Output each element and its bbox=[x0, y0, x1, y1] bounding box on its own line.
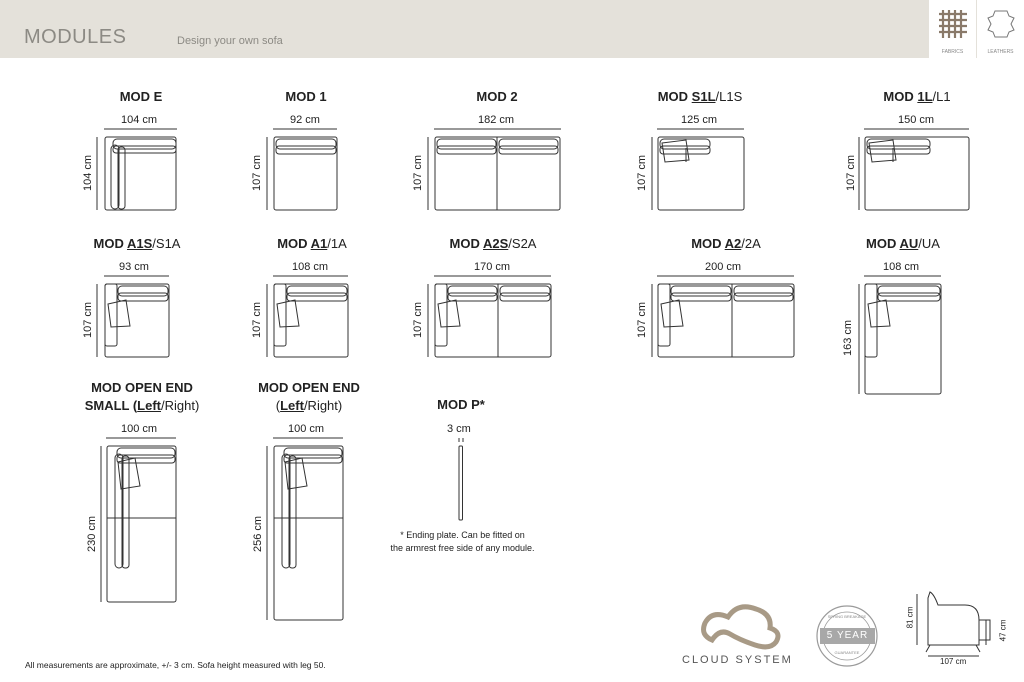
mod-p-note-line-2: the armrest free side of any module. bbox=[390, 543, 535, 553]
mod-a1-title-part: /1A bbox=[327, 236, 347, 251]
mod-a2s-title-part: A2S bbox=[482, 236, 509, 251]
mod-oe-title-part: MOD OPEN END bbox=[258, 380, 360, 395]
mod-1-width: 92 cm bbox=[290, 114, 320, 126]
mod-s1l-width: 125 cm bbox=[681, 114, 718, 126]
mod-1l-width: 150 cm bbox=[898, 114, 935, 126]
mod-a1s-plan bbox=[105, 284, 169, 357]
mod-oes-width: 100 cm bbox=[121, 423, 158, 435]
mod-p-width: 3 cm bbox=[447, 423, 471, 435]
mod-oes-title-part: /Right) bbox=[161, 398, 200, 413]
mod-a1s-title-part: A1S bbox=[126, 236, 153, 251]
mod-e-title-part: MOD E bbox=[119, 89, 163, 104]
mod-oe-depth: 256 cm bbox=[252, 515, 264, 553]
mod-1l-depth: 107 cm bbox=[845, 154, 857, 192]
seal-top-text: SPRING BREAKAGE bbox=[827, 614, 867, 619]
mod-s1l-title-part: /L1S bbox=[715, 89, 743, 104]
side-depth: 107 cm bbox=[940, 657, 967, 666]
mod-a1-title-part: MOD bbox=[277, 236, 311, 251]
mod-1l-title-part: MOD bbox=[883, 89, 918, 104]
side-seat-height: 47 cm bbox=[998, 619, 1008, 642]
mod-1l-plan bbox=[865, 137, 969, 210]
mod-s1l-title-part: MOD bbox=[657, 89, 692, 104]
mod-a2-width: 200 cm bbox=[705, 261, 742, 273]
brand-name: CLOUD SYSTEM bbox=[682, 654, 793, 666]
mod-oes-title-part: MOD OPEN END bbox=[91, 380, 193, 395]
seal-bottom-text: GUARANTEE bbox=[834, 650, 860, 655]
mod-oes-title-part: SMALL ( bbox=[84, 398, 138, 413]
mod-oe-width: 100 cm bbox=[288, 423, 325, 435]
mod-a1-depth: 107 cm bbox=[251, 301, 263, 339]
mod-1-depth: 107 cm bbox=[251, 154, 263, 192]
cloud-system-logo bbox=[704, 607, 778, 647]
mod-2-title-part: MOD 2 bbox=[476, 89, 518, 104]
fabrics-label: FABRICS bbox=[941, 49, 964, 55]
mod-a2-plan bbox=[658, 284, 794, 357]
mod-a1s-width: 93 cm bbox=[119, 261, 149, 273]
mod-1l-title-part: 1L bbox=[917, 89, 933, 104]
mod-p-plan bbox=[459, 438, 463, 520]
mod-a2s-plan bbox=[435, 284, 551, 357]
mod-au-width: 108 cm bbox=[883, 261, 920, 273]
mod-oes-title-part: Left bbox=[137, 398, 162, 413]
mod-a2s-title-part: /S2A bbox=[508, 236, 537, 251]
mod-oes-plan bbox=[107, 446, 176, 602]
mod-e-plan bbox=[105, 137, 176, 210]
mod-au-plan bbox=[865, 284, 941, 394]
mod-1l-title-part: /L1 bbox=[932, 89, 951, 104]
guarantee-years: 5 YEAR bbox=[826, 630, 869, 641]
mod-au-title-part: MOD bbox=[866, 236, 900, 251]
side-height: 81 cm bbox=[905, 606, 915, 629]
mod-a2-title-part: MOD bbox=[691, 236, 725, 251]
mod-2-depth: 107 cm bbox=[412, 154, 424, 192]
mod-a2s-width: 170 cm bbox=[474, 261, 511, 273]
mod-oe-title-part: /Right) bbox=[303, 398, 343, 413]
mod-a1s-depth: 107 cm bbox=[82, 301, 94, 339]
mod-e-width: 104 cm bbox=[121, 114, 158, 126]
footnote: All measurements are approximate, +/- 3 cm. Sofa height measured with leg 50. bbox=[25, 660, 326, 670]
mod-e-depth: 104 cm bbox=[82, 154, 94, 192]
leathers-label: LEATHERS bbox=[987, 49, 1014, 55]
mod-p-note-line-1: * Ending plate. Can be fitted on bbox=[400, 530, 525, 540]
mod-a1-plan bbox=[274, 284, 348, 357]
mod-a1-width: 108 cm bbox=[292, 261, 329, 273]
mod-s1l-depth: 107 cm bbox=[636, 154, 648, 192]
mod-p-title-part: MOD P* bbox=[437, 397, 485, 412]
mod-oe-title-part: Left bbox=[280, 398, 304, 413]
sofa-side-view bbox=[917, 592, 990, 656]
mod-a2-title-part: A2 bbox=[724, 236, 742, 251]
mod-a2-depth: 107 cm bbox=[636, 301, 648, 339]
mod-au-title-part: /UA bbox=[918, 236, 940, 251]
mod-au-depth: 163 cm bbox=[842, 319, 854, 357]
page-title: MODULES bbox=[24, 26, 127, 48]
mod-au-title-part: AU bbox=[899, 236, 919, 251]
mod-oes-depth: 230 cm bbox=[86, 515, 98, 553]
mod-1-title-part: MOD 1 bbox=[285, 89, 327, 104]
mod-oe-title-part: ( bbox=[275, 398, 281, 413]
mod-a1s-title-part: /S1A bbox=[152, 236, 181, 251]
mod-2-plan bbox=[435, 137, 560, 210]
mod-1-plan bbox=[274, 137, 337, 210]
mod-s1l-title-part: S1L bbox=[691, 89, 716, 104]
mod-s1l-plan bbox=[658, 137, 744, 210]
mod-a1s-title-part: MOD bbox=[93, 236, 127, 251]
mod-a2-title-part: /2A bbox=[741, 236, 761, 251]
mod-a1-title-part: A1 bbox=[310, 236, 328, 251]
mod-2-width: 182 cm bbox=[478, 114, 515, 126]
mod-oe-plan bbox=[274, 446, 343, 620]
page-subtitle: Design your own sofa bbox=[177, 35, 283, 47]
mod-a2s-depth: 107 cm bbox=[412, 301, 424, 339]
mod-a2s-title-part: MOD bbox=[449, 236, 483, 251]
